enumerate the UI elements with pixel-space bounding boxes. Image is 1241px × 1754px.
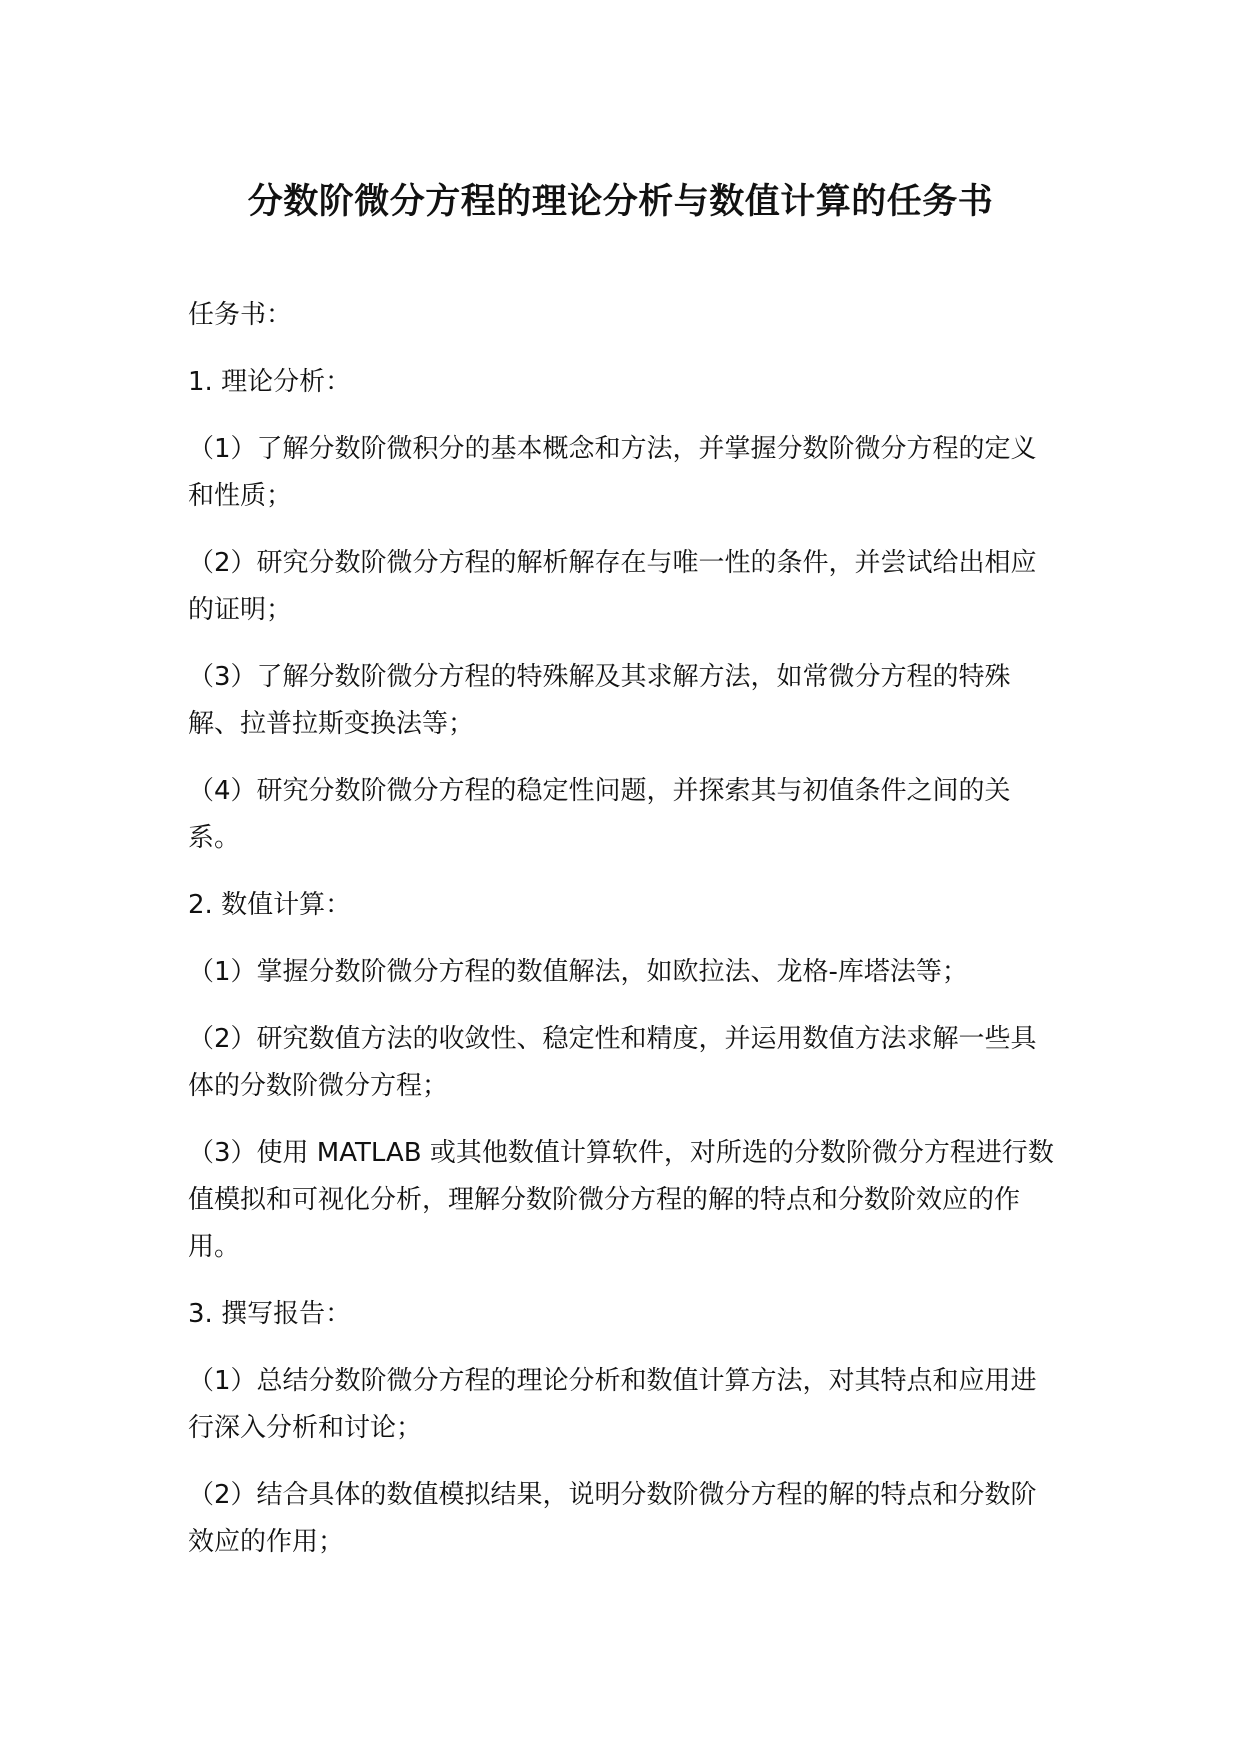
section-heading-report: 3. 撰写报告： (188, 1299, 352, 1329)
document-body (188, 292, 1058, 1586)
document-title: 分数阶微分方程的理论分析与数值计算的任务书 (247, 182, 994, 222)
paragraph-task-heading: 任务书： (188, 300, 293, 330)
paragraph-report-2: （2）结合具体的数值模拟结果，说明分数阶微分方程的解的特点和分数阶效应的作用； (188, 1480, 1037, 1557)
paragraph-theory-1: （1）了解分数阶微积分的基本概念和方法，并掌握分数阶微分方程的定义和性质； (188, 434, 1037, 511)
paragraph-report-1: （1）总结分数阶微分方程的理论分析和数值计算方法，对其特点和应用进行深入分析和讨论； (188, 1366, 1037, 1443)
paragraph-theory-2: （2）研究分数阶微分方程的解析解存在与唯一性的条件，并尝试给出相应的证明； (188, 548, 1037, 625)
paragraph-theory-3: （3）了解分数阶微分方程的特殊解及其求解方法，如常微分方程的特殊解、拉普拉斯变换法等； (188, 662, 1011, 739)
paragraph-numerical-3: （3）使用 MATLAB 或其他数值计算软件，对所选的分数阶微分方程进行数值模拟和可视化分析，理解分数阶微分方程的解的特点和分数阶效应的作用。 (188, 1138, 1054, 1262)
section-heading-numerical: 2. 数值计算： (188, 890, 352, 920)
paragraph-numerical-2: （2）研究数值方法的收敛性、稳定性和精度，并运用数值方法求解一些具体的分数阶微分方程； (188, 1024, 1037, 1101)
paragraph-theory-4: （4）研究分数阶微分方程的稳定性问题，并探索其与初值条件之间的关系。 (188, 776, 1011, 853)
section-heading-theory: 1. 理论分析： (188, 367, 352, 397)
paragraph-numerical-1: （1）掌握分数阶微分方程的数值解法，如欧拉法、龙格-库塔法等； (188, 957, 968, 987)
